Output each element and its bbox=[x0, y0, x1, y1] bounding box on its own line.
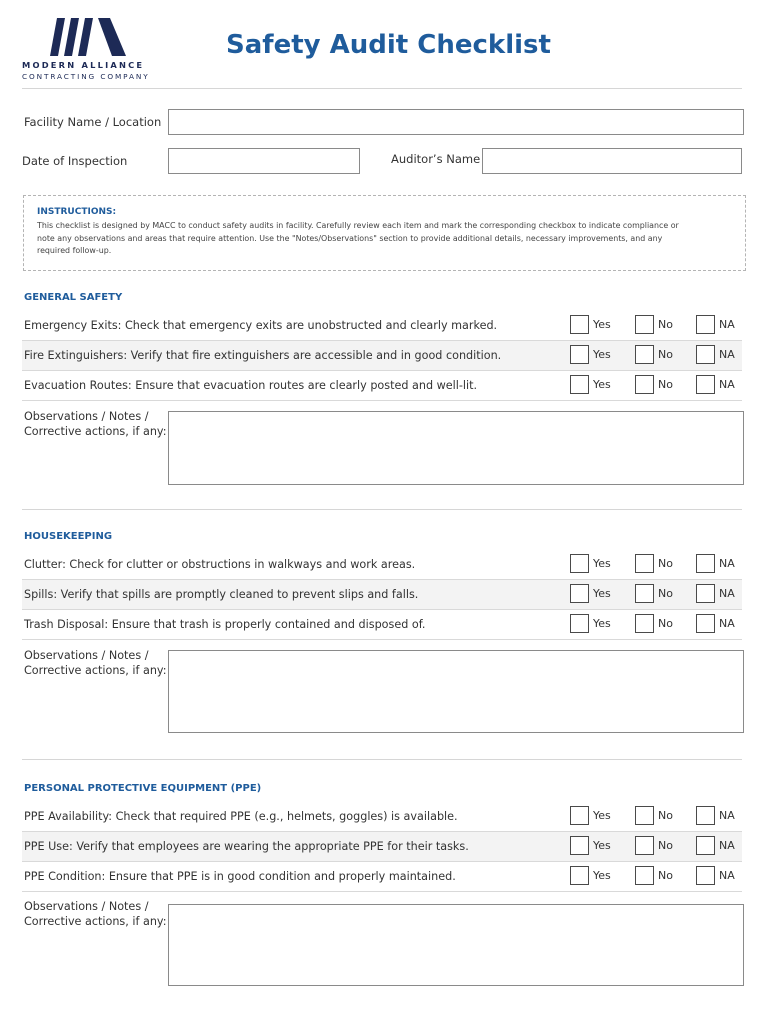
yes-label: Yes bbox=[593, 318, 611, 331]
checklist-item-text: Evacuation Routes: Ensure that evacuation routes are clearly posted and well-lit. bbox=[24, 379, 478, 392]
na-checkbox[interactable] bbox=[696, 614, 715, 633]
observations-label bbox=[24, 648, 167, 678]
na-checkbox[interactable] bbox=[696, 375, 715, 394]
facility-label: Facility Name / Location bbox=[24, 115, 162, 129]
na-checkbox[interactable] bbox=[696, 836, 715, 855]
na-label: NA bbox=[719, 869, 735, 882]
checklist-row bbox=[22, 580, 742, 610]
na-label: NA bbox=[719, 557, 735, 570]
yes-checkbox[interactable] bbox=[570, 836, 589, 855]
observations-textarea[interactable] bbox=[168, 411, 744, 485]
no-checkbox[interactable] bbox=[635, 836, 654, 855]
section-title-ppe: PERSONAL PROTECTIVE EQUIPMENT (PPE) bbox=[24, 783, 262, 794]
observations-textarea[interactable] bbox=[168, 904, 744, 986]
yes-checkbox[interactable] bbox=[570, 345, 589, 364]
no-label: No bbox=[658, 587, 673, 600]
yes-label: Yes bbox=[593, 557, 611, 570]
checklist-row bbox=[22, 610, 742, 640]
yes-checkbox[interactable] bbox=[570, 584, 589, 603]
no-checkbox[interactable] bbox=[635, 614, 654, 633]
header-divider bbox=[22, 88, 742, 89]
checklist-row bbox=[22, 371, 742, 401]
no-label: No bbox=[658, 869, 673, 882]
na-checkbox[interactable] bbox=[696, 554, 715, 573]
checklist-item-text: PPE Use: Verify that employees are wearing the appropriate PPE for their tasks. bbox=[24, 840, 469, 853]
na-checkbox[interactable] bbox=[696, 806, 715, 825]
no-checkbox[interactable] bbox=[635, 806, 654, 825]
no-label: No bbox=[658, 557, 673, 570]
yes-checkbox[interactable] bbox=[570, 866, 589, 885]
yes-label: Yes bbox=[593, 587, 611, 600]
checklist-row bbox=[22, 550, 742, 580]
checklist-row bbox=[22, 832, 742, 862]
no-checkbox[interactable] bbox=[635, 345, 654, 364]
company-logo bbox=[22, 18, 162, 84]
no-checkbox[interactable] bbox=[635, 866, 654, 885]
no-checkbox[interactable] bbox=[635, 375, 654, 394]
yes-label: Yes bbox=[593, 809, 611, 822]
checklist-row bbox=[22, 862, 742, 892]
checklist-item-text: Trash Disposal: Ensure that trash is properly contained and disposed of. bbox=[24, 618, 426, 631]
observations-label bbox=[24, 409, 167, 439]
observations-label-line-1: Observations / Notes / bbox=[24, 649, 149, 662]
yes-label: Yes bbox=[593, 348, 611, 361]
no-checkbox[interactable] bbox=[635, 315, 654, 334]
section-divider bbox=[22, 509, 742, 510]
yes-checkbox[interactable] bbox=[570, 315, 589, 334]
observations-label-line-1: Observations / Notes / bbox=[24, 900, 149, 913]
na-label: NA bbox=[719, 839, 735, 852]
checklist-item-text: PPE Availability: Check that required PPE (e.g., helmets, goggles) is available. bbox=[24, 810, 458, 823]
observations-label-line-2: Corrective actions, if any: bbox=[24, 915, 167, 928]
yes-label: Yes bbox=[593, 839, 611, 852]
checklist-item-text: PPE Condition: Ensure that PPE is in good condition and properly maintained. bbox=[24, 870, 456, 883]
na-checkbox[interactable] bbox=[696, 345, 715, 364]
no-checkbox[interactable] bbox=[635, 554, 654, 573]
instructions-box bbox=[23, 195, 746, 271]
yes-checkbox[interactable] bbox=[570, 614, 589, 633]
observations-label-line-2: Corrective actions, if any: bbox=[24, 664, 167, 677]
no-label: No bbox=[658, 318, 673, 331]
checklist-item-text: Spills: Verify that spills are promptly cleaned to prevent slips and falls. bbox=[24, 588, 419, 601]
observations-textarea[interactable] bbox=[168, 650, 744, 733]
checklist-item-text: Emergency Exits: Check that emergency exits are unobstructed and clearly marked. bbox=[24, 319, 498, 332]
yes-checkbox[interactable] bbox=[570, 554, 589, 573]
logo-mark-icon bbox=[50, 18, 128, 56]
instructions-body: This checklist is designed by MACC to conduct safety audits in facility. Carefully review each item and mark the corresponding checkbox to indicate compliance or note any observations and areas that require attention. Use the "Notes/Observations" section to provide additional details, necessary improvements, and any required follow-up. bbox=[37, 221, 679, 255]
na-label: NA bbox=[719, 348, 735, 361]
no-label: No bbox=[658, 348, 673, 361]
facility-field[interactable] bbox=[168, 109, 744, 135]
na-label: NA bbox=[719, 318, 735, 331]
checklist-item-text: Clutter: Check for clutter or obstructions in walkways and work areas. bbox=[24, 558, 416, 571]
observations-label bbox=[24, 899, 167, 929]
section-title-housekeeping: HOUSEKEEPING bbox=[24, 531, 113, 542]
na-label: NA bbox=[719, 617, 735, 630]
yes-checkbox[interactable] bbox=[570, 806, 589, 825]
na-label: NA bbox=[719, 587, 735, 600]
na-label: NA bbox=[719, 809, 735, 822]
logo-line-1: MODERN ALLIANCE bbox=[22, 60, 145, 70]
page-title: Safety Audit Checklist bbox=[226, 30, 551, 60]
na-label: NA bbox=[719, 378, 735, 391]
date-label: Date of Inspection bbox=[22, 154, 128, 168]
instructions-heading: INSTRUCTIONS: bbox=[37, 207, 117, 217]
na-checkbox[interactable] bbox=[696, 866, 715, 885]
checklist-row bbox=[22, 341, 742, 371]
yes-label: Yes bbox=[593, 869, 611, 882]
no-label: No bbox=[658, 378, 673, 391]
yes-label: Yes bbox=[593, 378, 611, 391]
date-field[interactable] bbox=[168, 148, 360, 174]
logo-line-2: CONTRACTING COMPANY bbox=[22, 72, 150, 81]
yes-label: Yes bbox=[593, 617, 611, 630]
observations-label-line-2: Corrective actions, if any: bbox=[24, 425, 167, 438]
no-label: No bbox=[658, 839, 673, 852]
auditor-field[interactable] bbox=[482, 148, 742, 174]
no-label: No bbox=[658, 617, 673, 630]
checklist-row bbox=[22, 802, 742, 832]
section-title-general-safety: GENERAL SAFETY bbox=[24, 292, 123, 303]
na-checkbox[interactable] bbox=[696, 584, 715, 603]
no-label: No bbox=[658, 809, 673, 822]
checklist-row bbox=[22, 311, 742, 341]
yes-checkbox[interactable] bbox=[570, 375, 589, 394]
auditor-label: Auditor’s Name bbox=[391, 152, 481, 166]
section-divider bbox=[22, 759, 742, 760]
checklist-item-text: Fire Extinguishers: Verify that fire extinguishers are accessible and in good condition. bbox=[24, 349, 502, 362]
no-checkbox[interactable] bbox=[635, 584, 654, 603]
na-checkbox[interactable] bbox=[696, 315, 715, 334]
observations-label-line-1: Observations / Notes / bbox=[24, 410, 149, 423]
